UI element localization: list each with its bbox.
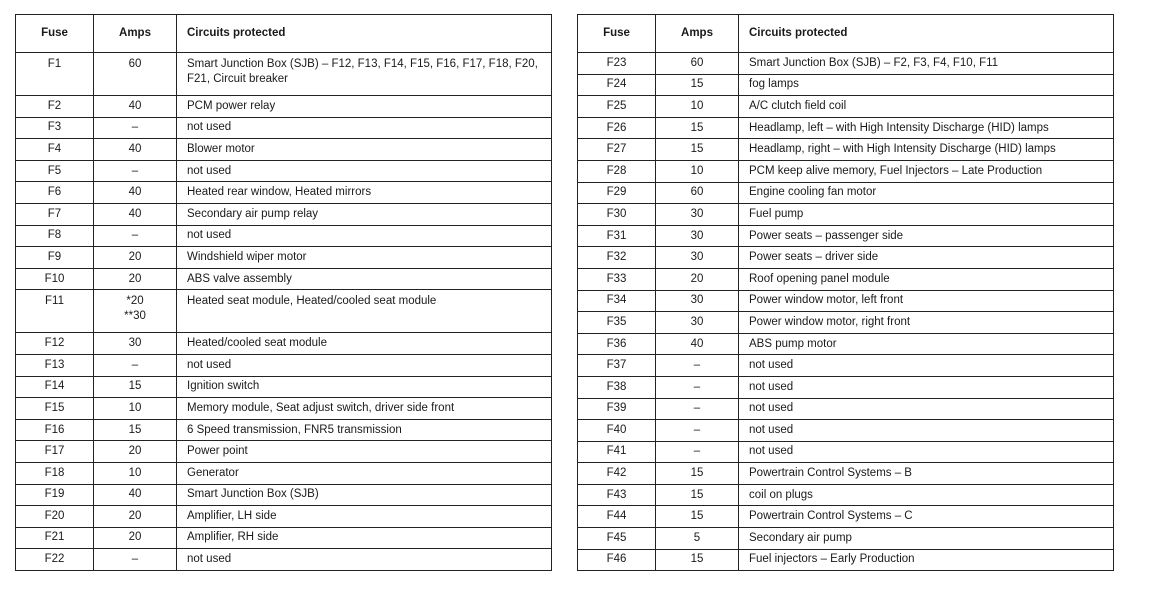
amps-value: – <box>693 423 701 436</box>
circuit-description: fog lamps <box>749 78 799 91</box>
amps-value: 30 <box>690 229 704 242</box>
circuit-cell <box>177 139 552 161</box>
circuit-cell <box>177 354 552 376</box>
table-row <box>578 225 1114 247</box>
amps-value: 15 <box>128 380 142 393</box>
amps-cell <box>656 139 739 161</box>
fuse-id-cell: F8 <box>16 225 94 247</box>
fuse-id-cell: F25 <box>578 96 656 118</box>
amps-value: 10 <box>128 466 142 479</box>
circuit-description: Power window motor, right front <box>749 315 911 328</box>
circuit-cell <box>739 355 1114 377</box>
amps-value: 15 <box>690 553 704 566</box>
amps-cell <box>656 506 739 528</box>
circuit-description: not used <box>187 553 232 566</box>
table-row <box>16 182 552 204</box>
circuit-description: Fuel pump <box>749 207 804 220</box>
amps-cell <box>94 354 177 376</box>
table-row <box>578 160 1114 182</box>
table-row <box>16 53 552 96</box>
circuit-cell <box>739 96 1114 118</box>
amps-value: 15 <box>690 467 704 480</box>
amps-value: – <box>131 358 139 371</box>
circuit-description: ABS pump motor <box>749 337 837 350</box>
table-row <box>578 182 1114 204</box>
table-row <box>578 376 1114 398</box>
table-row <box>578 506 1114 528</box>
amps-value: 20 <box>128 509 142 522</box>
amps-value: 60 <box>690 186 704 199</box>
amps-value: 30 <box>690 251 704 264</box>
fuse-id-cell: F32 <box>578 247 656 269</box>
amps-value: – <box>693 445 701 458</box>
amps-cell <box>656 204 739 226</box>
fuse-id-cell: F40 <box>578 420 656 442</box>
circuit-description: not used <box>749 423 794 436</box>
table-row <box>578 355 1114 377</box>
table-row <box>16 225 552 247</box>
circuit-cell <box>177 203 552 225</box>
amps-cell <box>94 247 177 269</box>
circuit-description: Powertrain Control Systems – C <box>749 510 913 523</box>
amps-cell <box>656 420 739 442</box>
amps-value: 10 <box>128 401 142 414</box>
amps-value: 30 <box>690 294 704 307</box>
circuit-cell <box>739 463 1114 485</box>
circuit-cell <box>739 484 1114 506</box>
amps-cell <box>656 333 739 355</box>
fuse-id-cell: F46 <box>578 549 656 571</box>
circuit-description: not used <box>749 402 794 415</box>
circuit-description: not used <box>187 358 232 371</box>
circuit-cell <box>739 528 1114 550</box>
fuse-id-cell: F16 <box>16 419 94 441</box>
circuit-description: not used <box>187 121 232 134</box>
amps-cell <box>656 74 739 96</box>
table-row <box>578 441 1114 463</box>
fuse-id-cell: F3 <box>16 117 94 139</box>
fuse-id-cell: F44 <box>578 506 656 528</box>
circuit-description: Headlamp, right – with High Intensity Discharge (HID) lamps <box>749 143 1056 156</box>
circuit-cell <box>177 117 552 139</box>
fuse-id-cell: F39 <box>578 398 656 420</box>
circuit-description: A/C clutch field coil <box>749 99 847 112</box>
amps-cell <box>656 549 739 571</box>
circuit-description: PCM power relay <box>187 99 276 112</box>
amps-cell <box>94 160 177 182</box>
fuse-id-cell: F7 <box>16 203 94 225</box>
circuit-description: not used <box>187 229 232 242</box>
table-header-row <box>16 15 552 53</box>
amps-value: – <box>693 359 701 372</box>
circuit-cell <box>177 96 552 118</box>
amps-cell <box>656 441 739 463</box>
table-row <box>578 528 1114 550</box>
amps-cell <box>656 355 739 377</box>
fuse-id-cell: F19 <box>16 484 94 506</box>
fuse-id-cell: F30 <box>578 204 656 226</box>
fuse-table-left <box>15 14 552 571</box>
table-row <box>16 247 552 269</box>
table-row <box>16 96 552 118</box>
amps-value: 60 <box>128 58 142 70</box>
table-header-row <box>578 15 1114 53</box>
circuit-cell <box>177 268 552 290</box>
fuse-table-right-body <box>578 53 1114 571</box>
amps-value: 5 <box>693 531 701 544</box>
fuse-id-cell: F20 <box>16 506 94 528</box>
amps-cell <box>656 463 739 485</box>
circuit-cell <box>739 549 1114 571</box>
fuse-id-cell: F26 <box>578 117 656 139</box>
circuit-description: not used <box>749 445 794 458</box>
fuse-id-cell: F14 <box>16 376 94 398</box>
amps-value: 40 <box>128 99 142 112</box>
circuit-description: Powertrain Control Systems – B <box>749 467 912 480</box>
circuit-description: PCM keep alive memory, Fuel Injectors – Late Production <box>749 164 1043 177</box>
amps-cell <box>656 528 739 550</box>
amps-cell <box>94 398 177 420</box>
amps-value: – <box>131 229 139 242</box>
circuit-description: Power window motor, left front <box>749 294 904 307</box>
amps-value: 20 <box>128 445 142 458</box>
fuse-id-cell: F38 <box>578 376 656 398</box>
fuse-id-cell: F12 <box>16 333 94 355</box>
amps-cell <box>94 333 177 355</box>
amps-value: 60 <box>690 56 704 69</box>
circuit-cell <box>739 182 1114 204</box>
table-row <box>16 398 552 420</box>
fuse-id-cell: F42 <box>578 463 656 485</box>
fuse-id-cell: F28 <box>578 160 656 182</box>
amps-cell <box>656 96 739 118</box>
amps-cell <box>94 139 177 161</box>
amps-cell <box>656 247 739 269</box>
table-row <box>578 117 1114 139</box>
circuit-description: Smart Junction Box (SJB) – F12, F13, F14, F15, F16, F17, F18, F20, F21, Circuit breaker <box>187 58 538 85</box>
fuse-id-cell: F11 <box>16 290 94 333</box>
circuit-description: 6 Speed transmission, FNR5 transmission <box>187 423 402 436</box>
circuit-description: Heated rear window, Heated mirrors <box>187 186 372 199</box>
amps-value: 40 <box>128 488 142 501</box>
circuit-description: not used <box>187 164 232 177</box>
circuit-description: Amplifier, LH side <box>187 509 277 522</box>
amps-cell <box>656 312 739 334</box>
amps-cell <box>94 462 177 484</box>
fuse-id-cell: F5 <box>16 160 94 182</box>
amps-cell <box>94 549 177 571</box>
fuse-id-cell: F23 <box>578 53 656 75</box>
circuit-cell <box>177 290 552 333</box>
table-row <box>578 74 1114 96</box>
fuse-id-cell: F33 <box>578 268 656 290</box>
amps-value: 20 <box>128 272 142 285</box>
fuse-id-cell: F45 <box>578 528 656 550</box>
table-row <box>16 484 552 506</box>
amps-cell <box>94 182 177 204</box>
amps-value: 40 <box>128 207 142 220</box>
table-row <box>578 268 1114 290</box>
amps-value: 15 <box>690 143 704 156</box>
amps-value: 40 <box>128 142 142 155</box>
table-row <box>578 549 1114 571</box>
amps-value: 10 <box>690 99 704 112</box>
circuit-cell <box>177 462 552 484</box>
table-row <box>16 527 552 549</box>
fuse-id-cell: F6 <box>16 182 94 204</box>
table-row <box>578 139 1114 161</box>
table-row <box>16 506 552 528</box>
amps-cell <box>656 160 739 182</box>
amps-value: 10 <box>690 164 704 177</box>
circuit-description: Smart Junction Box (SJB) – F2, F3, F4, F10, F11 <box>749 56 999 69</box>
fuse-id-cell: F4 <box>16 139 94 161</box>
header-fuse: Fuse <box>578 15 656 53</box>
table-row <box>16 268 552 290</box>
amps-cell <box>94 53 177 96</box>
circuit-cell <box>739 333 1114 355</box>
amps-value: – <box>693 380 701 393</box>
header-amps: Amps <box>94 15 177 53</box>
amps-value: 30 <box>690 207 704 220</box>
circuit-cell <box>177 549 552 571</box>
fuse-id-cell: F29 <box>578 182 656 204</box>
circuit-cell <box>177 484 552 506</box>
amps-value: 30 <box>690 315 704 328</box>
fuse-id-cell: F41 <box>578 441 656 463</box>
circuit-description: Ignition switch <box>187 380 260 393</box>
amps-value: – <box>131 121 139 134</box>
circuit-cell <box>177 527 552 549</box>
table-row <box>578 312 1114 334</box>
circuit-cell <box>739 53 1114 75</box>
amps-cell <box>656 225 739 247</box>
amps-value: 40 <box>690 337 704 350</box>
amps-cell <box>94 441 177 463</box>
header-fuse: Fuse <box>16 15 94 53</box>
circuit-description: Smart Junction Box (SJB) <box>187 488 319 501</box>
fuse-id-cell: F27 <box>578 139 656 161</box>
circuit-cell <box>177 53 552 96</box>
amps-value: 20 <box>690 272 704 285</box>
table-row <box>16 117 552 139</box>
amps-cell <box>94 117 177 139</box>
circuit-cell <box>177 506 552 528</box>
amps-value: – <box>693 402 701 415</box>
circuit-cell <box>177 225 552 247</box>
amps-cell <box>656 290 739 312</box>
amps-value: 15 <box>690 510 704 523</box>
amps-cell <box>656 398 739 420</box>
circuit-description: Windshield wiper motor <box>187 250 307 263</box>
fuse-id-cell: F18 <box>16 462 94 484</box>
fuse-id-cell: F36 <box>578 333 656 355</box>
amps-value: 15 <box>690 488 704 501</box>
circuit-description: Roof opening panel module <box>749 272 890 285</box>
header-amps: Amps <box>656 15 739 53</box>
circuit-cell <box>177 182 552 204</box>
circuit-description: ABS valve assembly <box>187 272 292 285</box>
circuit-cell <box>739 225 1114 247</box>
circuit-description: Headlamp, left – with High Intensity Discharge (HID) lamps <box>749 121 1049 134</box>
fuse-id-cell: F10 <box>16 268 94 290</box>
circuit-description: Memory module, Seat adjust switch, driver side front <box>187 401 455 414</box>
fuse-id-cell: F37 <box>578 355 656 377</box>
fuse-id-cell: F31 <box>578 225 656 247</box>
fuse-id-cell: F2 <box>16 96 94 118</box>
table-row <box>16 160 552 182</box>
amps-cell <box>656 182 739 204</box>
fuse-id-cell: F22 <box>16 549 94 571</box>
circuit-description: Secondary air pump relay <box>187 207 319 220</box>
table-row <box>578 204 1114 226</box>
circuit-cell <box>739 398 1114 420</box>
circuit-description: Blower motor <box>187 142 255 155</box>
circuit-cell <box>739 312 1114 334</box>
table-row <box>16 441 552 463</box>
circuit-cell <box>739 247 1114 269</box>
table-row <box>16 462 552 484</box>
table-row <box>16 333 552 355</box>
amps-cell <box>94 290 177 333</box>
circuit-cell <box>177 419 552 441</box>
circuit-cell <box>177 441 552 463</box>
amps-value: – <box>131 164 139 177</box>
circuit-description: Heated/cooled seat module <box>187 337 328 350</box>
table-row <box>578 290 1114 312</box>
circuit-cell <box>177 247 552 269</box>
fuse-id-cell: F35 <box>578 312 656 334</box>
amps-cell <box>656 268 739 290</box>
amps-value: *20 **30 <box>124 295 146 323</box>
table-row <box>16 376 552 398</box>
table-row <box>578 53 1114 75</box>
circuit-cell <box>739 139 1114 161</box>
circuit-cell <box>177 160 552 182</box>
table-row <box>16 139 552 161</box>
circuit-description: Power point <box>187 445 248 458</box>
amps-value: 15 <box>128 423 142 436</box>
fuse-table-left-body <box>16 53 552 571</box>
fuse-id-cell: F21 <box>16 527 94 549</box>
table-row <box>578 333 1114 355</box>
table-row <box>578 463 1114 485</box>
table-row <box>16 549 552 571</box>
amps-cell <box>94 225 177 247</box>
amps-cell <box>94 203 177 225</box>
circuit-cell <box>739 376 1114 398</box>
circuit-cell <box>739 268 1114 290</box>
fuse-table-right <box>577 14 1114 571</box>
amps-cell <box>94 484 177 506</box>
circuit-description: coil on plugs <box>749 488 813 501</box>
table-row <box>16 290 552 333</box>
fuse-id-cell: F24 <box>578 74 656 96</box>
amps-cell <box>656 484 739 506</box>
header-circuits: Circuits protected <box>739 15 1114 53</box>
header-circuits: Circuits protected <box>177 15 552 53</box>
amps-value: – <box>131 553 139 566</box>
table-row <box>578 247 1114 269</box>
circuit-description: Generator <box>187 466 239 479</box>
circuit-description: Amplifier, RH side <box>187 531 279 544</box>
amps-value: 20 <box>128 250 142 263</box>
circuit-description: Engine cooling fan motor <box>749 186 877 199</box>
circuit-cell <box>177 398 552 420</box>
fuse-id-cell: F13 <box>16 354 94 376</box>
table-row <box>16 203 552 225</box>
amps-cell <box>94 506 177 528</box>
circuit-description: Secondary air pump <box>749 531 852 544</box>
fuse-id-cell: F1 <box>16 53 94 96</box>
table-row <box>578 398 1114 420</box>
table-row <box>578 420 1114 442</box>
amps-value: 40 <box>128 186 142 199</box>
circuit-cell <box>739 441 1114 463</box>
fuse-id-cell: F34 <box>578 290 656 312</box>
circuit-cell <box>739 74 1114 96</box>
circuit-cell <box>739 160 1114 182</box>
amps-cell <box>94 96 177 118</box>
fuse-id-cell: F43 <box>578 484 656 506</box>
amps-cell <box>656 117 739 139</box>
circuit-cell <box>177 376 552 398</box>
amps-value: 15 <box>690 78 704 91</box>
fuse-id-cell: F9 <box>16 247 94 269</box>
circuit-cell <box>739 290 1114 312</box>
circuit-cell <box>739 117 1114 139</box>
amps-value: 20 <box>128 531 142 544</box>
circuit-cell <box>177 333 552 355</box>
circuit-cell <box>739 506 1114 528</box>
amps-cell <box>94 268 177 290</box>
circuit-description: not used <box>749 380 794 393</box>
circuit-description: not used <box>749 359 794 372</box>
table-row <box>578 96 1114 118</box>
amps-cell <box>94 527 177 549</box>
table-row <box>16 354 552 376</box>
amps-cell <box>94 376 177 398</box>
table-row <box>578 484 1114 506</box>
amps-cell <box>656 376 739 398</box>
amps-value: 30 <box>128 337 142 350</box>
amps-value: 15 <box>690 121 704 134</box>
amps-cell <box>94 419 177 441</box>
circuit-description: Power seats – passenger side <box>749 229 904 242</box>
circuit-description: Heated seat module, Heated/cooled seat module <box>187 295 437 308</box>
fuse-id-cell: F15 <box>16 398 94 420</box>
amps-cell <box>656 53 739 75</box>
circuit-cell <box>739 420 1114 442</box>
circuit-description: Fuel injectors – Early Production <box>749 553 915 566</box>
fuse-id-cell: F17 <box>16 441 94 463</box>
table-row <box>16 419 552 441</box>
circuit-description: Power seats – driver side <box>749 251 879 264</box>
circuit-cell <box>739 204 1114 226</box>
